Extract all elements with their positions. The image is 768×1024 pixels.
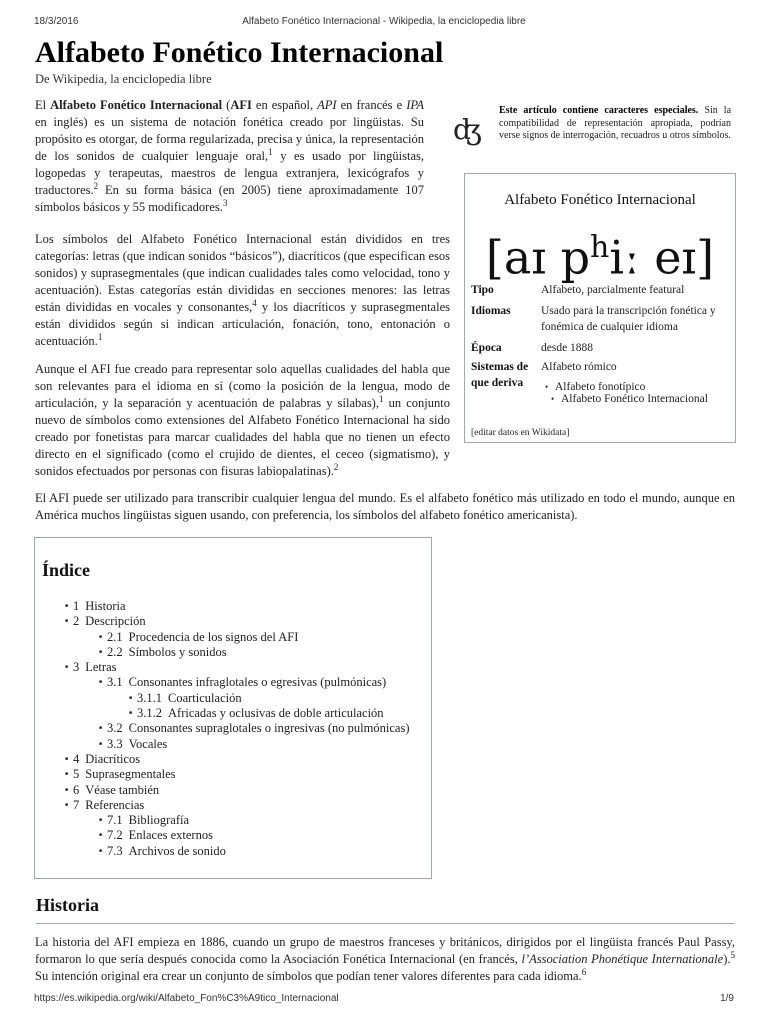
text: un conjunto nuevo de símbolos como extensiones del Alfabeto Fonético Internacional ha sido creado por fonetistas para marcar cualidades del habla que no tienen un efecto directo en el significado (como el crujido de dientes, el ceceo (sigmatismo), y sonidos efectuados por personas con fisuras labiopalatinas).	[35, 396, 450, 478]
toc-number: 3.1	[107, 675, 123, 690]
text: Aunque el AFI fue creado para representar solo aquellas cualidades del habla que son relevantes para el idioma en sí (como la posición de la lengua, modo de articulación, y la separación y acentuación de palabras y sílabas),	[35, 362, 450, 410]
toc-item[interactable]	[65, 783, 409, 798]
toc-label[interactable]: Véase también	[85, 782, 160, 797]
text: La historia del AFI empieza en 1886, cuando un grupo de maestros franceses y británicos, dirigidos por el lingüista francés Paul Passy, formaron lo que sería después conocida como la Asociación Fonética Internacional (en francés,	[35, 935, 735, 966]
text: y los diacríticos y suprasegmentales están divididos según si indican articulación, fonación, tono, entonación o acentuación.	[35, 300, 450, 348]
toc-item[interactable]	[65, 706, 409, 721]
reference-link[interactable]: 5	[730, 949, 735, 960]
bold-term: Alfabeto Fonético Internacional	[50, 98, 223, 112]
ipa-aspiration: h	[590, 230, 610, 265]
toc-label[interactable]: Letras	[85, 660, 117, 675]
toc-label[interactable]: Archivos de sonido	[128, 843, 226, 858]
text: El	[35, 98, 51, 112]
toc-item[interactable]	[65, 645, 409, 660]
toc-number: 3.2	[107, 721, 123, 736]
toc-number: 6	[73, 782, 80, 797]
toc-number: 3.3	[107, 736, 123, 751]
reference-link[interactable]: 2	[333, 461, 339, 472]
print-url: https://es.wikipedia.org/wiki/Alfabeto_Fon%C3%A9tico_Internacional	[34, 993, 339, 1004]
toc-item[interactable]	[65, 691, 409, 706]
derivation-item[interactable]: • Alfabeto Fonético Internacional	[547, 393, 731, 405]
reference-link[interactable]: 1	[378, 393, 384, 404]
toc-number: 3.1.2	[137, 706, 162, 721]
text: Su intención original era crear un conjunto de símbolos que podían tener valores diferentes para cada idioma.	[35, 969, 582, 983]
text: y es usado por lingüistas, logopedas y terapeutas, maestros de lengua extranjera, lexicógrafos y traductores.	[35, 149, 424, 197]
toc-number: 7.1	[107, 813, 123, 828]
reference-link[interactable]: 1	[97, 331, 103, 342]
toc-label[interactable]: Africadas y oclusivas de doble articulación	[168, 706, 384, 721]
toc-number: 3.1.1	[137, 690, 162, 705]
historia-paragraph	[35, 934, 735, 985]
infobox-row-tipo	[471, 282, 731, 298]
special-characters-notice	[449, 103, 731, 159]
print-page-title: Alfabeto Fonético Internacional - Wikipedia, la enciclopedia libre	[242, 16, 526, 27]
italic-term: l’Association Phonétique Internationale	[521, 952, 724, 966]
italic-term: API	[317, 98, 337, 112]
infobox-label: Época	[471, 342, 502, 354]
infobox-value-link[interactable]: Alfabeto rómico	[541, 361, 617, 373]
toc-number: 2	[73, 614, 80, 629]
toc-number: 1	[73, 599, 80, 613]
toc-label[interactable]: Símbolos y sonidos	[128, 644, 227, 659]
toc-label[interactable]: Consonantes infraglotales o egresivas (pulmónicas)	[128, 675, 387, 690]
reference-link[interactable]: 3	[222, 197, 228, 208]
intro-paragraph-2	[35, 231, 450, 350]
toc-item[interactable]	[65, 752, 409, 767]
intro-paragraph-3	[35, 361, 450, 480]
italic-term: IPA	[406, 98, 425, 112]
toc-item[interactable]	[65, 813, 409, 828]
infobox-value[interactable]: desde 1888	[541, 342, 594, 354]
toc-label[interactable]: Vocales	[128, 736, 168, 751]
bold-term: AFI	[230, 98, 252, 112]
toc-item[interactable]	[65, 660, 409, 675]
reference-link[interactable]: 2	[93, 180, 99, 191]
toc-number: 7.2	[107, 828, 123, 843]
toc-item[interactable]	[65, 675, 409, 690]
toc-label[interactable]: Diacríticos	[85, 751, 141, 766]
toc-list	[65, 599, 409, 859]
infobox-label: Tipo	[471, 284, 494, 296]
print-page-number: 1/9	[720, 993, 734, 1004]
infobox-title: Alfabeto Fonético Internacional	[504, 192, 696, 208]
infobox-row-idiomas	[471, 303, 731, 335]
article-content	[35, 36, 735, 87]
toc-item[interactable]	[65, 630, 409, 645]
toc-item[interactable]	[65, 798, 409, 813]
text: (	[222, 98, 231, 112]
tagline: De Wikipedia, la enciclopedia libre	[35, 72, 212, 86]
print-footer	[34, 993, 734, 1007]
toc-label[interactable]: Consonantes supraglotales o ingresivas (no pulmónicas)	[128, 721, 410, 736]
toc-number: 7.3	[107, 843, 123, 858]
text: En su forma básica (en 2005) tiene aproximadamente 107 símbolos básicos y 55 modificadores.	[35, 183, 424, 214]
infobox-value: Usado para la transcripción fonética y fonémica de cualquier idioma	[541, 305, 716, 333]
toc-number: 3	[73, 660, 80, 675]
infobox-row-sistemas	[471, 359, 731, 415]
toc-number: 2.1	[107, 629, 123, 644]
text: El AFI puede ser utilizado para transcribir cualquier lengua del mundo. Es el alfabeto fonético más utilizado en todo el mundo, aunque en América muchos lingüistas siguen usando, con preferencia, los símbolos del alfabeto fonético americanista).	[35, 491, 735, 522]
text: en español,	[251, 98, 318, 112]
toc-item[interactable]	[65, 828, 409, 843]
ipa-text: [aɪ p	[485, 230, 591, 285]
toc-item[interactable]	[65, 844, 409, 859]
infobox-ipa-transcription	[465, 220, 735, 285]
toc-number: 7	[73, 797, 80, 812]
infobox-label: Sistemas de que deriva	[471, 361, 529, 389]
text: Los símbolos del Alfabeto Fonético Internacional están divididos en tres categorías: letras (que indican sonidos “básicos”), diacríticos (que especifican esos sonidos) y suprasegmentales (que indican cualidades tales como velocidad, tono y acentuación). Estas categorías están divididas en secciones menores: las letras están divididas en vocales y consonantes,	[35, 232, 450, 314]
infobox-value	[541, 359, 731, 405]
toc-item[interactable]	[65, 599, 409, 614]
toc-label[interactable]: Bibliografía	[128, 813, 190, 828]
page-title: Alfabeto Fonético Internacional	[35, 36, 444, 69]
print-header	[34, 16, 734, 30]
reference-link[interactable]: 6	[581, 966, 587, 977]
section-divider	[36, 923, 734, 924]
infobox-row-epoca	[471, 340, 731, 356]
intro-paragraph-4	[35, 490, 735, 524]
infobox	[464, 173, 736, 443]
derivation-list	[541, 381, 731, 405]
infobox-value[interactable]: Alfabeto, parcialmente featural	[541, 284, 685, 296]
toc-label[interactable]: Coarticulación	[168, 690, 242, 705]
notice-text	[499, 105, 731, 143]
text: en francés e	[336, 98, 407, 112]
text: en inglés) es un sistema de notación fonética creado por lingüistas. Su propósito es otorgar, de forma regularizada, precisa y única, la representación de los sonidos de cualquier lenguaje oral,	[35, 115, 424, 163]
reference-link[interactable]: 4	[252, 297, 257, 308]
toc-item[interactable]	[65, 737, 409, 752]
infobox-label: Idiomas	[471, 305, 511, 317]
toc-label[interactable]: Suprasegmentales	[85, 767, 176, 782]
reference-link[interactable]: 1	[268, 146, 273, 157]
notice-bold: Este artículo contiene caracteres especiales.	[499, 105, 699, 116]
toc-item[interactable]	[65, 721, 409, 736]
intro-paragraph-1	[35, 97, 424, 216]
toc-label[interactable]: Referencias	[85, 797, 145, 812]
toc-title: Índice	[42, 560, 91, 580]
table-of-contents	[34, 537, 432, 879]
edit-wikidata-link[interactable]: [editar datos en Wikidata]	[471, 428, 570, 438]
text: ).	[723, 952, 731, 966]
ipa-text: iː eɪ]	[609, 230, 715, 285]
dz-ligature-icon: ʤ	[453, 113, 482, 146]
derivation-item[interactable]: • Alfabeto fonotípico	[541, 381, 731, 393]
toc-label[interactable]: Procedencia de los signos del AFI	[128, 629, 299, 644]
toc-label[interactable]: Descripción	[85, 614, 146, 629]
toc-number: 5	[73, 767, 80, 782]
toc-item[interactable]	[65, 767, 409, 782]
toc-item[interactable]	[65, 614, 409, 629]
section-heading-historia: Historia	[36, 895, 99, 915]
toc-number: 4	[73, 751, 80, 766]
print-date: 18/3/2016	[34, 16, 79, 27]
notice-body: Sin la compatibilidad de representación apropiada, podrían verse signos de interrogación, recuadros u otros símbolos.	[499, 105, 732, 141]
toc-number: 2.2	[107, 644, 123, 659]
toc-label[interactable]: Enlaces externos	[128, 828, 213, 843]
toc-label[interactable]: Historia	[85, 599, 126, 613]
